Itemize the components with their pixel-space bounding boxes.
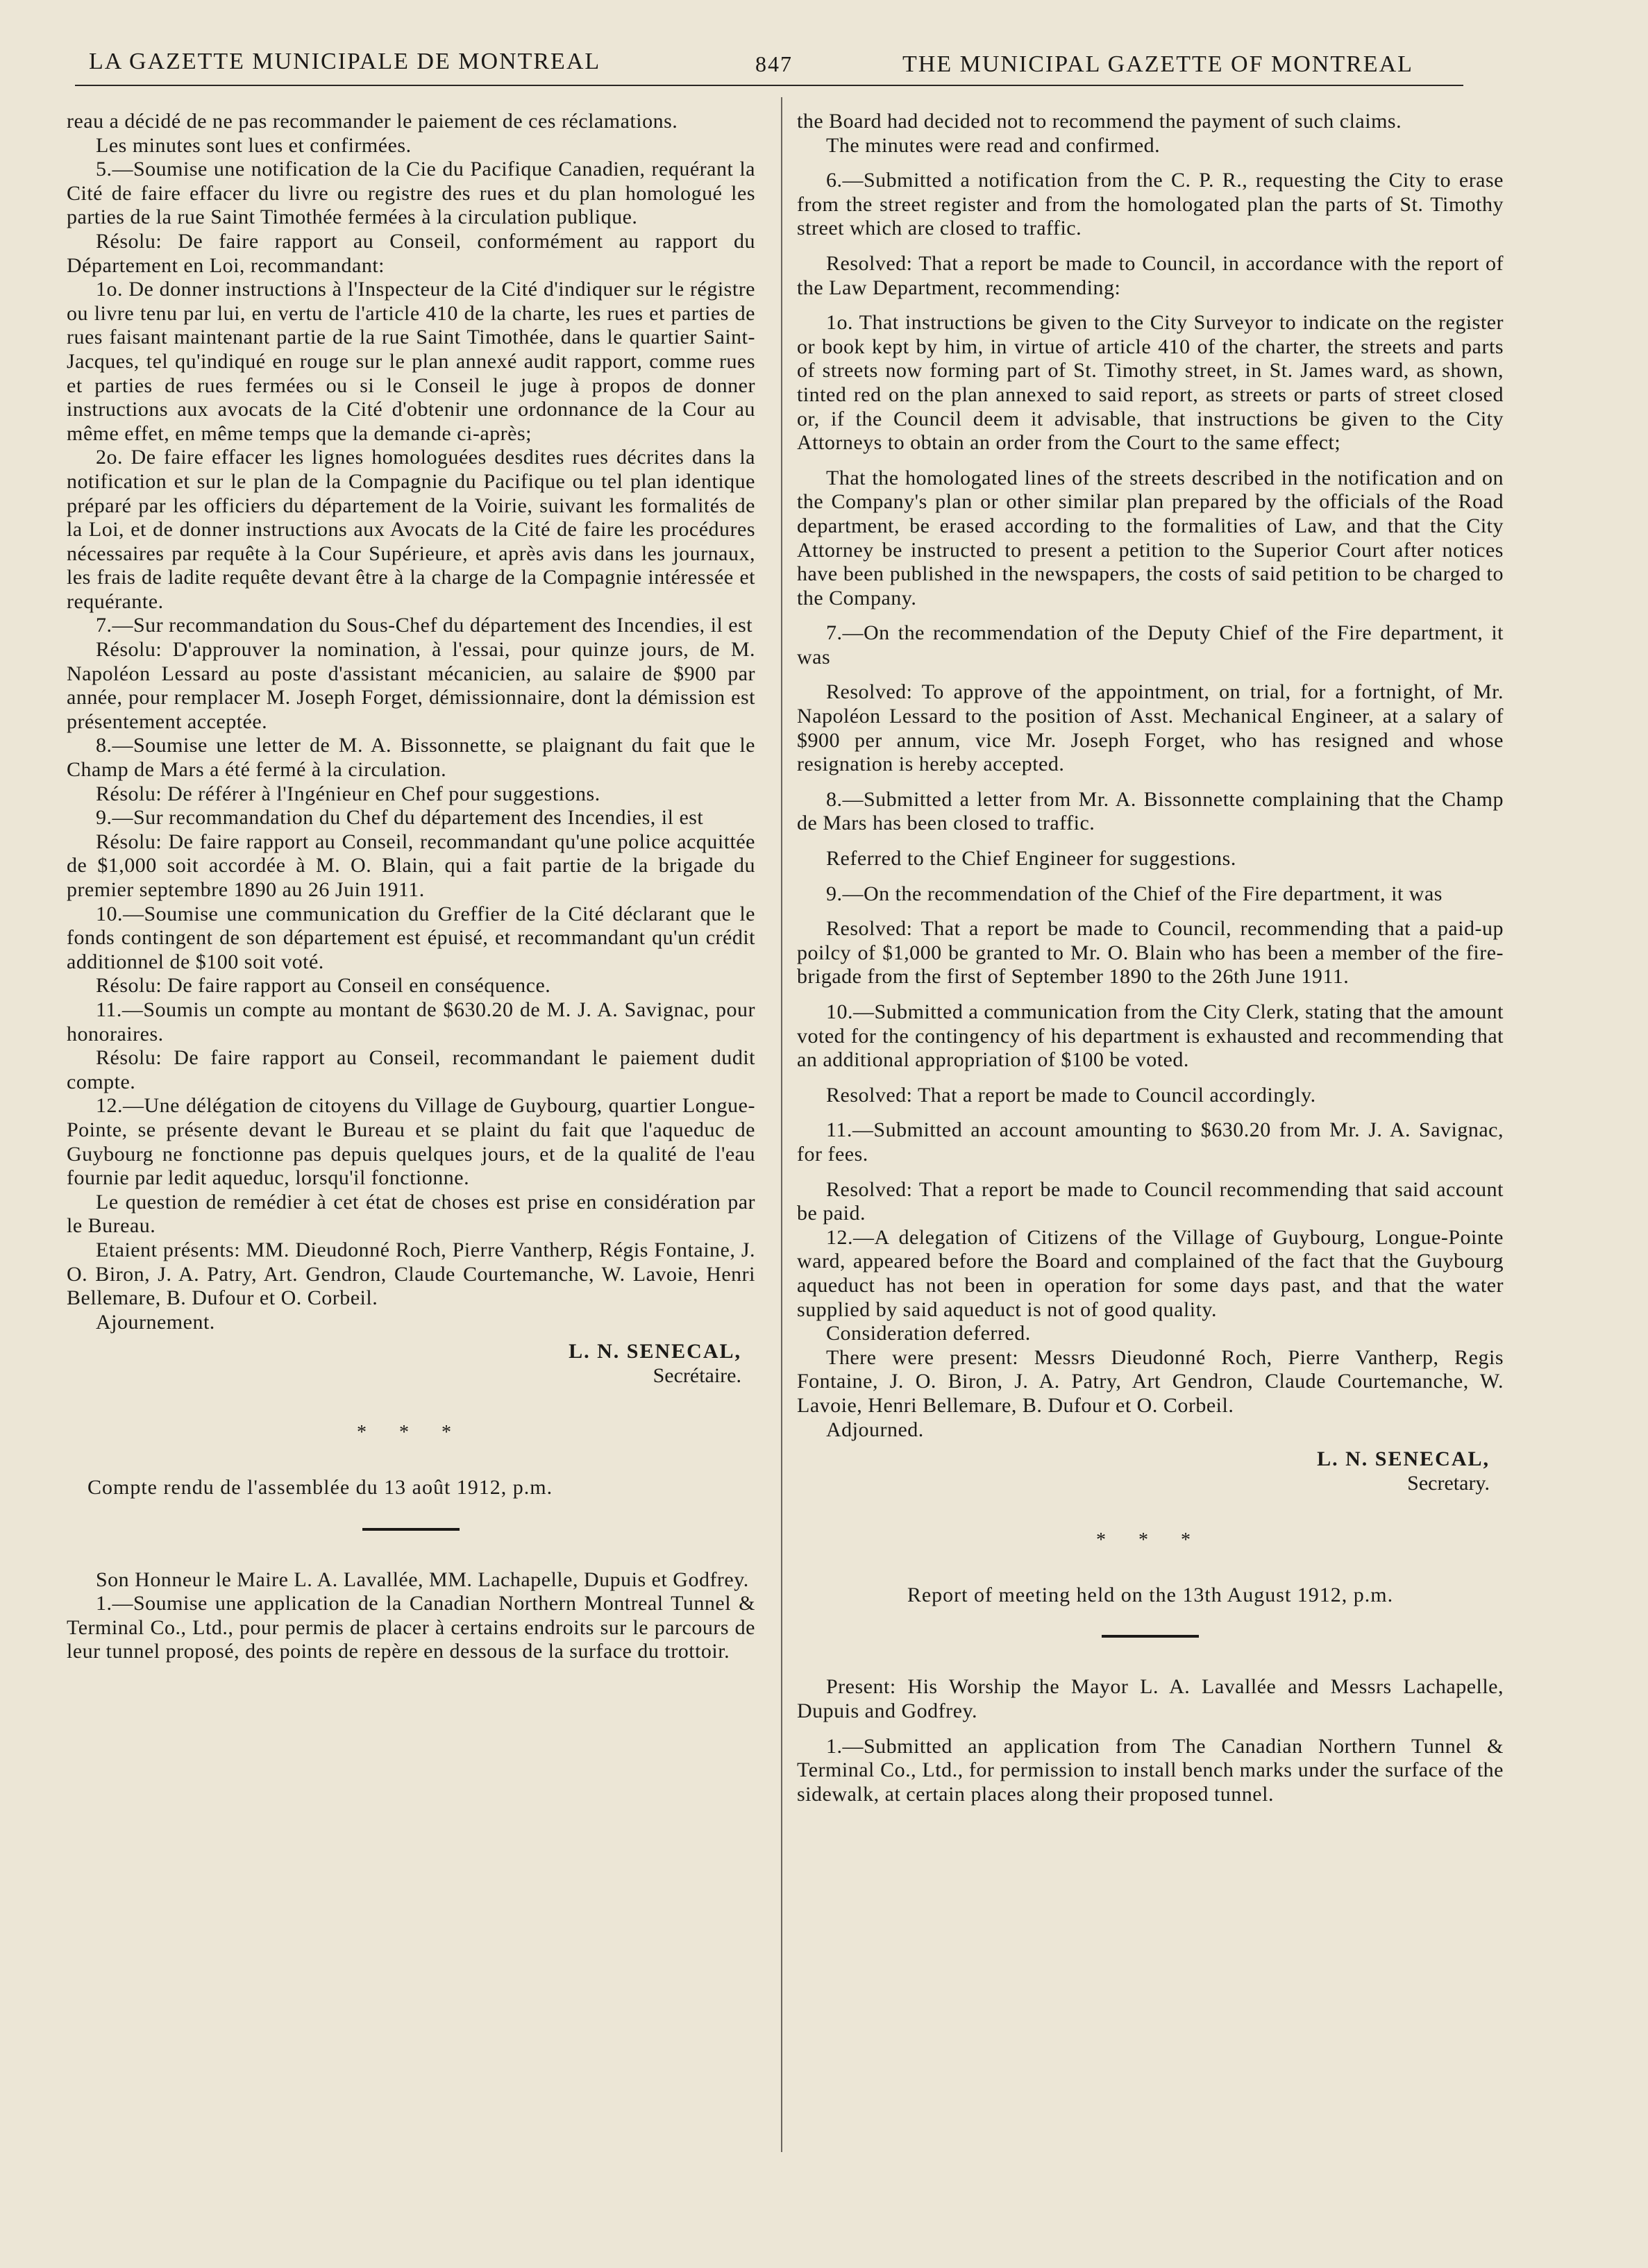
signature-title: Secretary. (1407, 1471, 1490, 1495)
english-column (797, 110, 1504, 1806)
header-rule (75, 85, 1463, 86)
paragraph: Résolu: D'approuver la nomination, à l'essai, pour quinze jours, de M. Napoléon Lessard au poste d'assistant mécanicien, au salaire de $900 par année, pour remplacer M. Joseph Forget, démissionnaire, dont la démission est présentement acceptée. (67, 638, 755, 733)
paragraph: 9.—On the recommendation of the Chief of the Fire department, it was (826, 882, 1443, 905)
paragraph: Résolu: De faire rapport au Conseil, conformément au rapport du Département en Loi, recommandant: (67, 229, 755, 277)
paragraph: Resolved: That a report be made to Council, recommending that a paid-up poilcy of $1,000 be granted to Mr. O. Blain who has been a member of the fire-brigade from the first of September 1890 to the 26th June 1911. (797, 917, 1504, 989)
paragraph: That the homologated lines of the streets described in the notification and on the Company's plan or other similar plan prepared by the officials of the Road department, be erased according to the formalities of Law, and that the City Attorney be instructed to present a petition to the Superior Court after notices have been published in the newspapers, the costs of said petition to be charged to the Company. (797, 466, 1504, 610)
paragraph: 10.—Submitted a communication from the City Clerk, stating that the amount voted for the contingency of his department is exhausted and recommending that an additional appropriation of $100 be voted. (797, 1000, 1504, 1072)
paragraph: Resolved: That a report be made to Council, in accordance with the report of the Law Department, recommending: (797, 251, 1504, 299)
section-separator: * * * (357, 1422, 465, 1444)
paragraph: 11.—Soumis un compte au montant de $630.20 de M. J. A. Savignac, pour honoraires. (67, 998, 755, 1045)
paragraph: 7.—Sur recommandation du Sous-Chef du département des Incendies, il est (96, 614, 753, 637)
paragraph: 8.—Submitted a letter from Mr. A. Bissonnette complaining that the Champ de Mars has been closed to traffic. (797, 787, 1504, 835)
paragraph: Resolved: To approve of the appointment, on trial, for a fortnight, of Mr. Napoléon Lessard to the position of Asst. Mechanical Engineer, at a salary of $900 per annum, vice Mr. Joseph Forget, who has resigned and whose resignation is hereby accepted. (797, 680, 1504, 776)
paragraph: 12.—A delegation of Citizens of the Village of Guybourg, Longue-Pointe ward, appeared before the Board and complained of the fact that the Guybourg aqueduct has not been in operation for some days past, and that the water supplied by said aqueduct is not of good quality. (797, 1225, 1504, 1321)
paragraph: Résolu: De faire rapport au Conseil en conséquence. (96, 974, 551, 998)
paragraph: 7.—On the recommendation of the Deputy Chief of the Fire department, it was (797, 621, 1504, 669)
paragraph: Etaient présents: MM. Dieudonné Roch, Pierre Vantherp, Régis Fontaine, J. O. Biron, J. A. Patry, Art. Gendron, Claude Courtemanche, W. Lavoie, Henri Bellemare, B. Dufour et O. Corbeil. (67, 1238, 755, 1310)
paragraph: 11.—Submitted an account amounting to $630.20 from Mr. J. A. Savignac, for fees. (797, 1118, 1504, 1166)
meeting-heading: Report of meeting held on the 13th August 1912, p.m. (907, 1583, 1394, 1606)
paragraph: Ajournement. (96, 1310, 215, 1334)
paragraph: 1o. That instructions be given to the City Surveyor to indicate on the register or book kept by him, in virtue of article 410 of the charter, the streets and parts of streets now forming part of St. Timothy street, in St. James ward, as shown, tinted red on the plan annexed to said report, as streets or parts of street closed or, if the Council deem it advisable, that instructions be given to the City Attorneys to obtain an order from the Court to the same effect; (797, 311, 1504, 455)
paragraph: 1.—Soumise une application de la Canadian Northern Montreal Tunnel & Terminal Co., Ltd., pour permis de placer à certains endroits sur le parcours de leur tunnel proposé, des points de repère en dessous de la surface du trottoir. (67, 1592, 755, 1663)
paragraph: 8.—Soumise une letter de M. A. Bissonnette, se plaignant du fait que le Champ de Mars a été fermé à la circulation. (67, 734, 755, 782)
paragraph: Le question de remédier à cet état de choses est prise en considération par le Bureau. (67, 1190, 755, 1238)
header-title-french: LA GAZETTE MUNICIPALE DE MONTREAL (89, 49, 601, 74)
short-rule (1102, 1635, 1199, 1638)
section-separator: * * * (1096, 1529, 1204, 1552)
paragraph: The minutes were read and confirmed. (826, 133, 1161, 157)
paragraph: 12.—Une délégation de citoyens du Village de Guybourg, quartier Longue-Pointe, se présente devant le Bureau et se plaint du fait que l'aqueduc de Guybourg ne fonctionne pas depuis quelques jours, et de la qualité de l'eau fournie par ledit aqueduc, lorsqu'il fonctionne. (67, 1094, 755, 1190)
page-number: 847 (755, 51, 793, 76)
paragraph: 1.—Submitted an application from The Canadian Northern Tunnel & Terminal Co., Ltd., for permission to install bench marks under the surface of the sidewalk, at certain places along their proposed tunnel. (797, 1734, 1504, 1806)
paragraph: Résolu: De référer à l'Ingénieur en Chef pour suggestions. (96, 782, 600, 805)
paragraph: Resolved: That a report be made to Council recommending that said account be paid. (797, 1177, 1504, 1225)
paragraph: There were present: Messrs Dieudonné Roch, Pierre Vantherp, Regis Fontaine, J. O. Biron, J. A. Patry, Art Gendron, Claude Courtemanche, W. Lavoie, Henri Bellemare, B. Dufour et O. Corbeil. (797, 1345, 1504, 1417)
paragraph: Adjourned. (826, 1418, 924, 1441)
paragraph: the Board had decided not to recommend the payment of such claims. (797, 110, 1402, 133)
meeting-heading: Compte rendu de l'assemblée du 13 août 1912, p.m. (87, 1476, 553, 1500)
signature-title: Secrétaire. (653, 1363, 741, 1387)
paragraph: Résolu: De faire rapport au Conseil, recommandant qu'une police acquittée de $1,000 soit accordée à M. O. Blain, qui a fait partie de la brigade du premier septembre 1890 au 26 Juin 1911. (67, 830, 755, 901)
signature-block (67, 1340, 755, 1388)
header-title-english: THE MUNICIPAL GAZETTE OF MONTREAL (902, 51, 1413, 77)
paragraph: Résolu: De faire rapport au Conseil, recommandant le paiement dudit compte. (67, 1046, 755, 1093)
paragraph: 2o. De faire effacer les lignes homologuées desdites rues décrites dans la notification et sur le plan de la Compagnie du Pacifique ou tel plan identique préparé par les officiers du département de la Voirie, suivant les formalités de la Loi, et de donner instructions aux Avocats de la Cité de faire les procédures nécessaires par requête à la Cour Supérieure, et après avis dans les journaux, les frais de ladite requête devant être à la charge de la Compagnie intéressée et requérante. (67, 446, 755, 613)
paragraph: Les minutes sont lues et confirmées. (96, 133, 412, 157)
signature-block (797, 1447, 1504, 1495)
signature-name: L. N. SENECAL, (1317, 1447, 1490, 1471)
paragraph: 10.—Soumise une communication du Greffier de la Cité déclarant que le fonds contingent de son département est épuisé, et recommandant qu'un crédit additionnel de $100 soit voté. (67, 902, 755, 973)
paragraph: 5.—Soumise une notification de la Cie du Pacifique Canadien, requérant la Cité de faire effacer du livre ou registre des rues et du plan homologué les parties de la rue Saint Timothée fermées à la circulation publique. (67, 158, 755, 229)
paragraph: Son Honneur le Maire L. A. Lavallée, MM. Lachapelle, Dupuis et Godfrey. (96, 1568, 749, 1591)
column-divider (781, 97, 782, 2152)
paragraph: Referred to the Chief Engineer for suggestions. (826, 847, 1236, 871)
signature-name: L. N. SENECAL, (569, 1340, 741, 1363)
short-rule (362, 1528, 460, 1531)
paragraph: 6.—Submitted a notification from the C. P. R., requesting the City to erase from the street register and from the homologated plan the parts of St. Timothy street which are closed to traffic. (797, 169, 1504, 240)
paragraph: Present: His Worship the Mayor L. A. Lavallée and Messrs Lachapelle, Dupuis and Godfrey. (797, 1675, 1504, 1723)
paragraph: 1o. De donner instructions à l'Inspecteur de la Cité d'indiquer sur le régistre ou livre tenu par lui, en vertu de l'article 410 de la charte, les rues et parties de rues faisant maintenant partie de la rue Saint Timothée, dans le quartier Saint-Jacques, tel qu'indiqué en rouge sur le plan annexé audit rapport, comme rues et parties de rues fermées ou si le Conseil le juge à propos de donner instructions aux avocats de la Cité d'obtenir une ordonnance de la Cour au même effet, en même temps que la demande ci-après; (67, 278, 755, 445)
french-column (67, 110, 755, 1664)
paragraph: 9.—Sur recommandation du Chef du département des Incendies, il est (96, 806, 704, 830)
paragraph: reau a décidé de ne pas recommander le paiement de ces réclamations. (67, 110, 678, 133)
page-header (0, 0, 1648, 104)
paragraph: Resolved: That a report be made to Council accordingly. (826, 1083, 1316, 1107)
paragraph: Consideration deferred. (826, 1322, 1031, 1345)
